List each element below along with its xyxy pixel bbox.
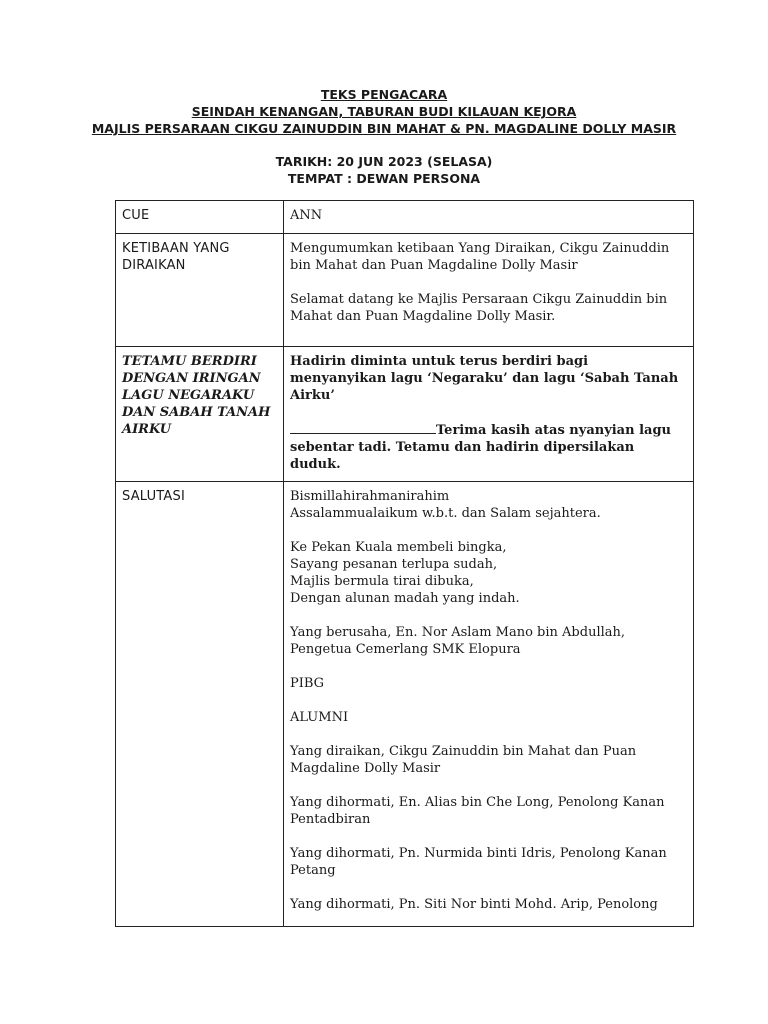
event-venue: TEMPAT : DEWAN PERSONA xyxy=(287,171,481,186)
fill-in-blank xyxy=(290,421,436,434)
ann-paragraph-blank: Terima kasih atas nyanyian lagu sebentar tadi. Tetamu dan hadirin dipersilakan duduk. xyxy=(290,423,671,472)
event-date: TARIKH: 20 JUN 2023 (SELASA) xyxy=(275,154,493,169)
header-cue: CUE xyxy=(116,201,284,234)
ann-paragraph: Yang dihormati, Pn. Nurmida binti Idris, Penolong Kanan Petang xyxy=(290,846,667,878)
ann-paragraph: Yang diraikan, Cikgu Zainuddin bin Mahat dan Puan Magdaline Dolly Masir xyxy=(290,744,637,776)
table-row xyxy=(116,234,694,347)
ann-paragraph: Selamat datang ke Majlis Persaraan Cikgu Zainuddin bin Mahat dan Puan Magdaline Dolly Masir. xyxy=(290,292,668,324)
table-row xyxy=(116,482,694,927)
script-table xyxy=(115,200,694,927)
ann-paragraph: Yang dihormati, En. Alias bin Che Long, Penolong Kanan Pentadbiran xyxy=(290,795,665,827)
table-header-row xyxy=(116,201,694,234)
ann-paragraph: Hadirin diminta untuk terus berdiri bagi menyanyikan lagu ‘Negaraku’ dan lagu ‘Sabah Tanah Airku’ xyxy=(290,354,679,403)
ann-cell xyxy=(284,347,694,482)
salutation-block: Bismillahirahmanirahim Assalammualaikum w.b.t. dan Salam sejahtera. xyxy=(290,489,601,521)
ann-paragraph: Mengumumkan ketibaan Yang Diraikan, Cikgu Zainuddin bin Mahat dan Puan Magdaline Dolly Masir xyxy=(290,241,670,273)
cue-cell: TETAMU BERDIRI DENGAN IRINGAN LAGU NEGARAKU DAN SABAH TANAH AIRKU xyxy=(116,347,284,482)
event-theme: SEINDAH KENANGAN, TABURAN BUDI KILAUAN KEJORA xyxy=(191,104,577,119)
ann-paragraph: Yang dihormati, Pn. Siti Nor binti Mohd. Arip, Penolong xyxy=(290,897,658,912)
doc-title: TEKS PENGACARA xyxy=(320,87,448,102)
cue-cell: SALUTASI xyxy=(116,482,284,927)
ann-cell xyxy=(284,482,694,927)
ann-paragraph: PIBG xyxy=(290,676,325,691)
header-ann: ANN xyxy=(284,201,694,234)
ann-paragraph: ALUMNI xyxy=(290,710,349,725)
event-name: MAJLIS PERSARAAN CIKGU ZAINUDDIN BIN MAHAT & PN. MAGDALINE DOLLY MASIR xyxy=(91,121,677,136)
document-header xyxy=(0,86,768,187)
ann-cell xyxy=(284,234,694,347)
pantun-block: Ke Pekan Kuala membeli bingka, Sayang pesanan terlupa sudah, Majlis bermula tirai dibuka, Dengan alunan madah yang indah. xyxy=(290,540,520,606)
table-row xyxy=(116,347,694,482)
cue-cell: KETIBAAN YANG DIRAIKAN xyxy=(116,234,284,347)
ann-paragraph: Yang berusaha, En. Nor Aslam Mano bin Abdullah, Pengetua Cemerlang SMK Elopura xyxy=(290,625,626,657)
